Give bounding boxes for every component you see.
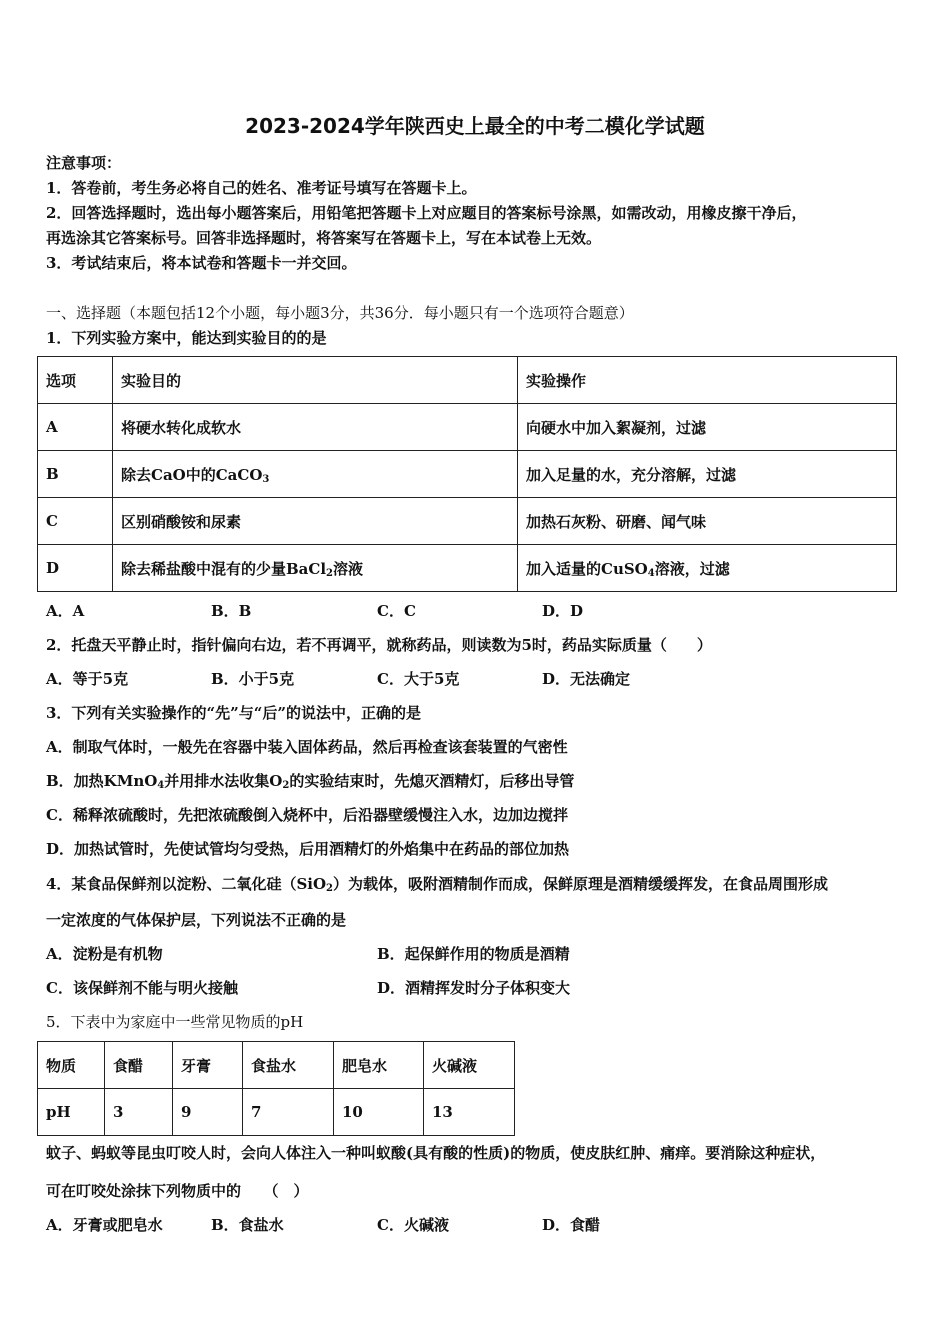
table-row [38, 1089, 515, 1136]
page-title: 2023-2024学年陕西史上最全的中考二模化学试题 [245, 114, 705, 138]
header-cell: 肥皂水 [334, 1042, 424, 1089]
q2-option-d: D．无法确定 [542, 670, 631, 688]
row-operation: 加入适量的CuSO$_4$溶液，过滤 [518, 545, 897, 592]
header-cell: 牙膏 [173, 1042, 243, 1089]
q5-text: 蚊子、蚂蚁等昆虫叮咬人时，会向人体注入一种叫蚁酸(具有酸的性质)的物质，使皮肤红肿、痛痒。要消除这种症状， [46, 1144, 826, 1162]
q5-option-b: B．食盐水 [211, 1216, 284, 1234]
row-purpose: 除去CaO中的CaCO$_3$ [113, 451, 518, 498]
section-heading: 一、选择题（本题包括12个小题，每小题3分，共36分．每小题只有一个选项符合题意） [46, 304, 634, 322]
q2-option-c: C．大于5克 [377, 670, 460, 688]
q3-option-b: B．加热KMnO$_4$并用排水法收集$O_2$的实验结束时，先熄灭酒精灯，后移出导管 [46, 772, 575, 791]
row-purpose: 将硬水转化成软水 [113, 404, 518, 451]
row-key: C [38, 498, 113, 545]
notice-item-2: 2．回答选择题时，选出每小题答案后，用铅笔把答题卡上对应题目的答案标号涂黑，如需改动，用橡皮擦干净后， [46, 204, 807, 222]
table-row [38, 498, 897, 545]
header-cell: 选项 [38, 357, 113, 404]
header-cell: 食醋 [105, 1042, 173, 1089]
notice-heading: 注意事项： [46, 154, 122, 172]
table-row [38, 404, 897, 451]
q3-option-d: D．加热试管时，先使试管均匀受热，后用酒精灯的外焰集中在药品的部位加热 [46, 840, 570, 858]
q5-text-cont: 可在叮咬处涂抹下列物质中的 （ ） [46, 1182, 309, 1200]
value-cell: 9 [173, 1089, 243, 1136]
row-operation: 加入足量的水，充分溶解，过滤 [518, 451, 897, 498]
q2-option-b: B．小于5克 [211, 670, 295, 688]
q1-stem: 1．下列实验方案中，能达到实验目的的是 [46, 329, 327, 347]
q4-stem-cont: 一定浓度的气体保护层，下列说法不正确的是 [46, 911, 347, 929]
q5-option-a: A．牙膏或肥皂水 [46, 1216, 163, 1234]
q4-stem: 4．某食品保鲜剂以淀粉、二氧化硅（SiO$_2$）为载体，吸附酒精制作而成，保鲜原理是酒精缓缓挥发，在食品周围形成 [46, 875, 829, 894]
row-operation: 向硬水中加入絮凝剂，过滤 [518, 404, 897, 451]
value-cell: 7 [243, 1089, 334, 1136]
q1-option-a: A．A [46, 602, 85, 620]
q4-option-c: C．该保鲜剂不能与明火接触 [46, 979, 238, 997]
q1-option-d: D．D [542, 602, 584, 620]
q4-option-b: B．起保鲜作用的物质是酒精 [377, 945, 570, 963]
value-cell: 3 [105, 1089, 173, 1136]
notice-item-2-cont: 再选涂其它答案标号。回答非选择题时，将答案写在答题卡上，写在本试卷上无效。 [46, 229, 602, 247]
row-key: D [38, 545, 113, 592]
header-cell: 物质 [38, 1042, 105, 1089]
table-row [38, 451, 897, 498]
q5-option-d: D．食醋 [542, 1216, 601, 1234]
q4-option-d: D．酒精挥发时分子体积变大 [377, 979, 571, 997]
value-cell: pH [38, 1089, 105, 1136]
value-cell: 13 [424, 1089, 515, 1136]
q5-ph-table [37, 1041, 515, 1136]
q4-option-a: A．淀粉是有机物 [46, 945, 163, 963]
q2-option-a: A．等于5克 [46, 670, 129, 688]
q1-table [37, 356, 897, 592]
header-cell: 食盐水 [243, 1042, 334, 1089]
row-purpose: 区别硝酸铵和尿素 [113, 498, 518, 545]
notice-item-3: 3．考试结束后，将本试卷和答题卡一并交回。 [46, 254, 357, 272]
value-cell: 10 [334, 1089, 424, 1136]
row-operation: 加热石灰粉、研磨、闻气味 [518, 498, 897, 545]
q3-stem: 3．下列有关实验操作的“先”与“后”的说法中，正确的是 [46, 704, 421, 722]
table-row [38, 357, 897, 404]
q5-stem: 5．下表中为家庭中一些常见物质的pH [46, 1013, 304, 1031]
header-cell: 火碱液 [424, 1042, 515, 1089]
header-cell: 实验目的 [113, 357, 518, 404]
notice-item-1: 1．答卷前，考生务必将自己的姓名、准考证号填写在答题卡上。 [46, 179, 477, 197]
q1-option-c: C．C [377, 602, 416, 620]
q3-option-a: A．制取气体时，一般先在容器中装入固体药品，然后再检查该套装置的气密性 [46, 738, 568, 756]
table-row [38, 545, 897, 592]
q2-stem: 2．托盘天平静止时，指针偏向右边，若不再调平，就称药品，则读数为5时，药品实际质量（ ） [46, 636, 712, 654]
row-key: B [38, 451, 113, 498]
header-cell: 实验操作 [518, 357, 897, 404]
q1-option-b: B．B [211, 602, 252, 620]
table-row [38, 1042, 515, 1089]
q5-option-c: C．火碱液 [377, 1216, 449, 1234]
row-key: A [38, 404, 113, 451]
q3-option-c: C．稀释浓硫酸时，先把浓硫酸倒入烧杯中，后沿器壁缓慢注入水，边加边搅拌 [46, 806, 568, 824]
row-purpose: 除去稀盐酸中混有的少量BaCl$_2$溶液 [113, 545, 518, 592]
